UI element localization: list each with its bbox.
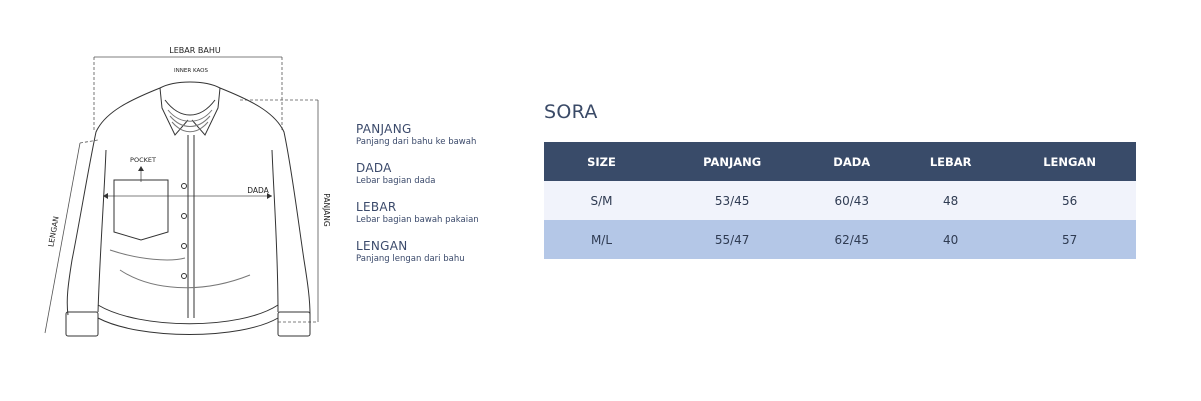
legend-desc: Lebar bagian bawah pakaian	[356, 215, 479, 225]
shoulder-width-label: LEBAR BAHU	[169, 46, 221, 55]
table-cell: M/L	[544, 220, 659, 259]
chest-label: DADA	[247, 186, 269, 195]
table-cell: S/M	[544, 181, 659, 220]
table-cell: 53/45	[659, 181, 805, 220]
product-title: SORA	[544, 101, 598, 123]
pocket-outline	[114, 180, 168, 240]
table-header-row	[544, 142, 1136, 181]
legend-title: DADA	[356, 161, 392, 175]
header-chest: DADA	[805, 142, 898, 181]
header-length: PANJANG	[659, 142, 805, 181]
legend-title: LENGAN	[356, 239, 408, 253]
legend-desc: Panjang lengan dari bahu	[356, 254, 465, 264]
table-cell: 60/43	[805, 181, 898, 220]
pocket-label: POCKET	[130, 156, 156, 164]
legend-item-chest	[356, 161, 516, 187]
table-cell: 55/47	[659, 220, 805, 259]
legend-item-length	[356, 122, 516, 148]
legend-item-sleeve	[356, 239, 516, 265]
table-cell: 56	[1003, 181, 1136, 220]
table-cell: 62/45	[805, 220, 898, 259]
header-size: SIZE	[544, 142, 659, 181]
legend-item-width	[356, 200, 516, 226]
length-label: PANJANG	[322, 193, 331, 227]
table-row	[544, 220, 1136, 259]
table-row	[544, 181, 1136, 220]
table-cell: 57	[1003, 220, 1136, 259]
header-sleeve: LENGAN	[1003, 142, 1136, 181]
legend-desc: Panjang dari bahu ke bawah	[356, 137, 477, 147]
legend-title: PANJANG	[356, 122, 412, 136]
sleeve-label: LENGAN	[46, 215, 61, 248]
legend-desc: Lebar bagian dada	[356, 176, 436, 186]
table-cell: 40	[898, 220, 1003, 259]
size-table	[544, 142, 1136, 259]
legend-title: LEBAR	[356, 200, 397, 214]
table-cell: 48	[898, 181, 1003, 220]
header-width: LEBAR	[898, 142, 1003, 181]
measurement-legend	[356, 122, 516, 278]
inner-tee-label: INNER KAOS	[174, 68, 208, 74]
